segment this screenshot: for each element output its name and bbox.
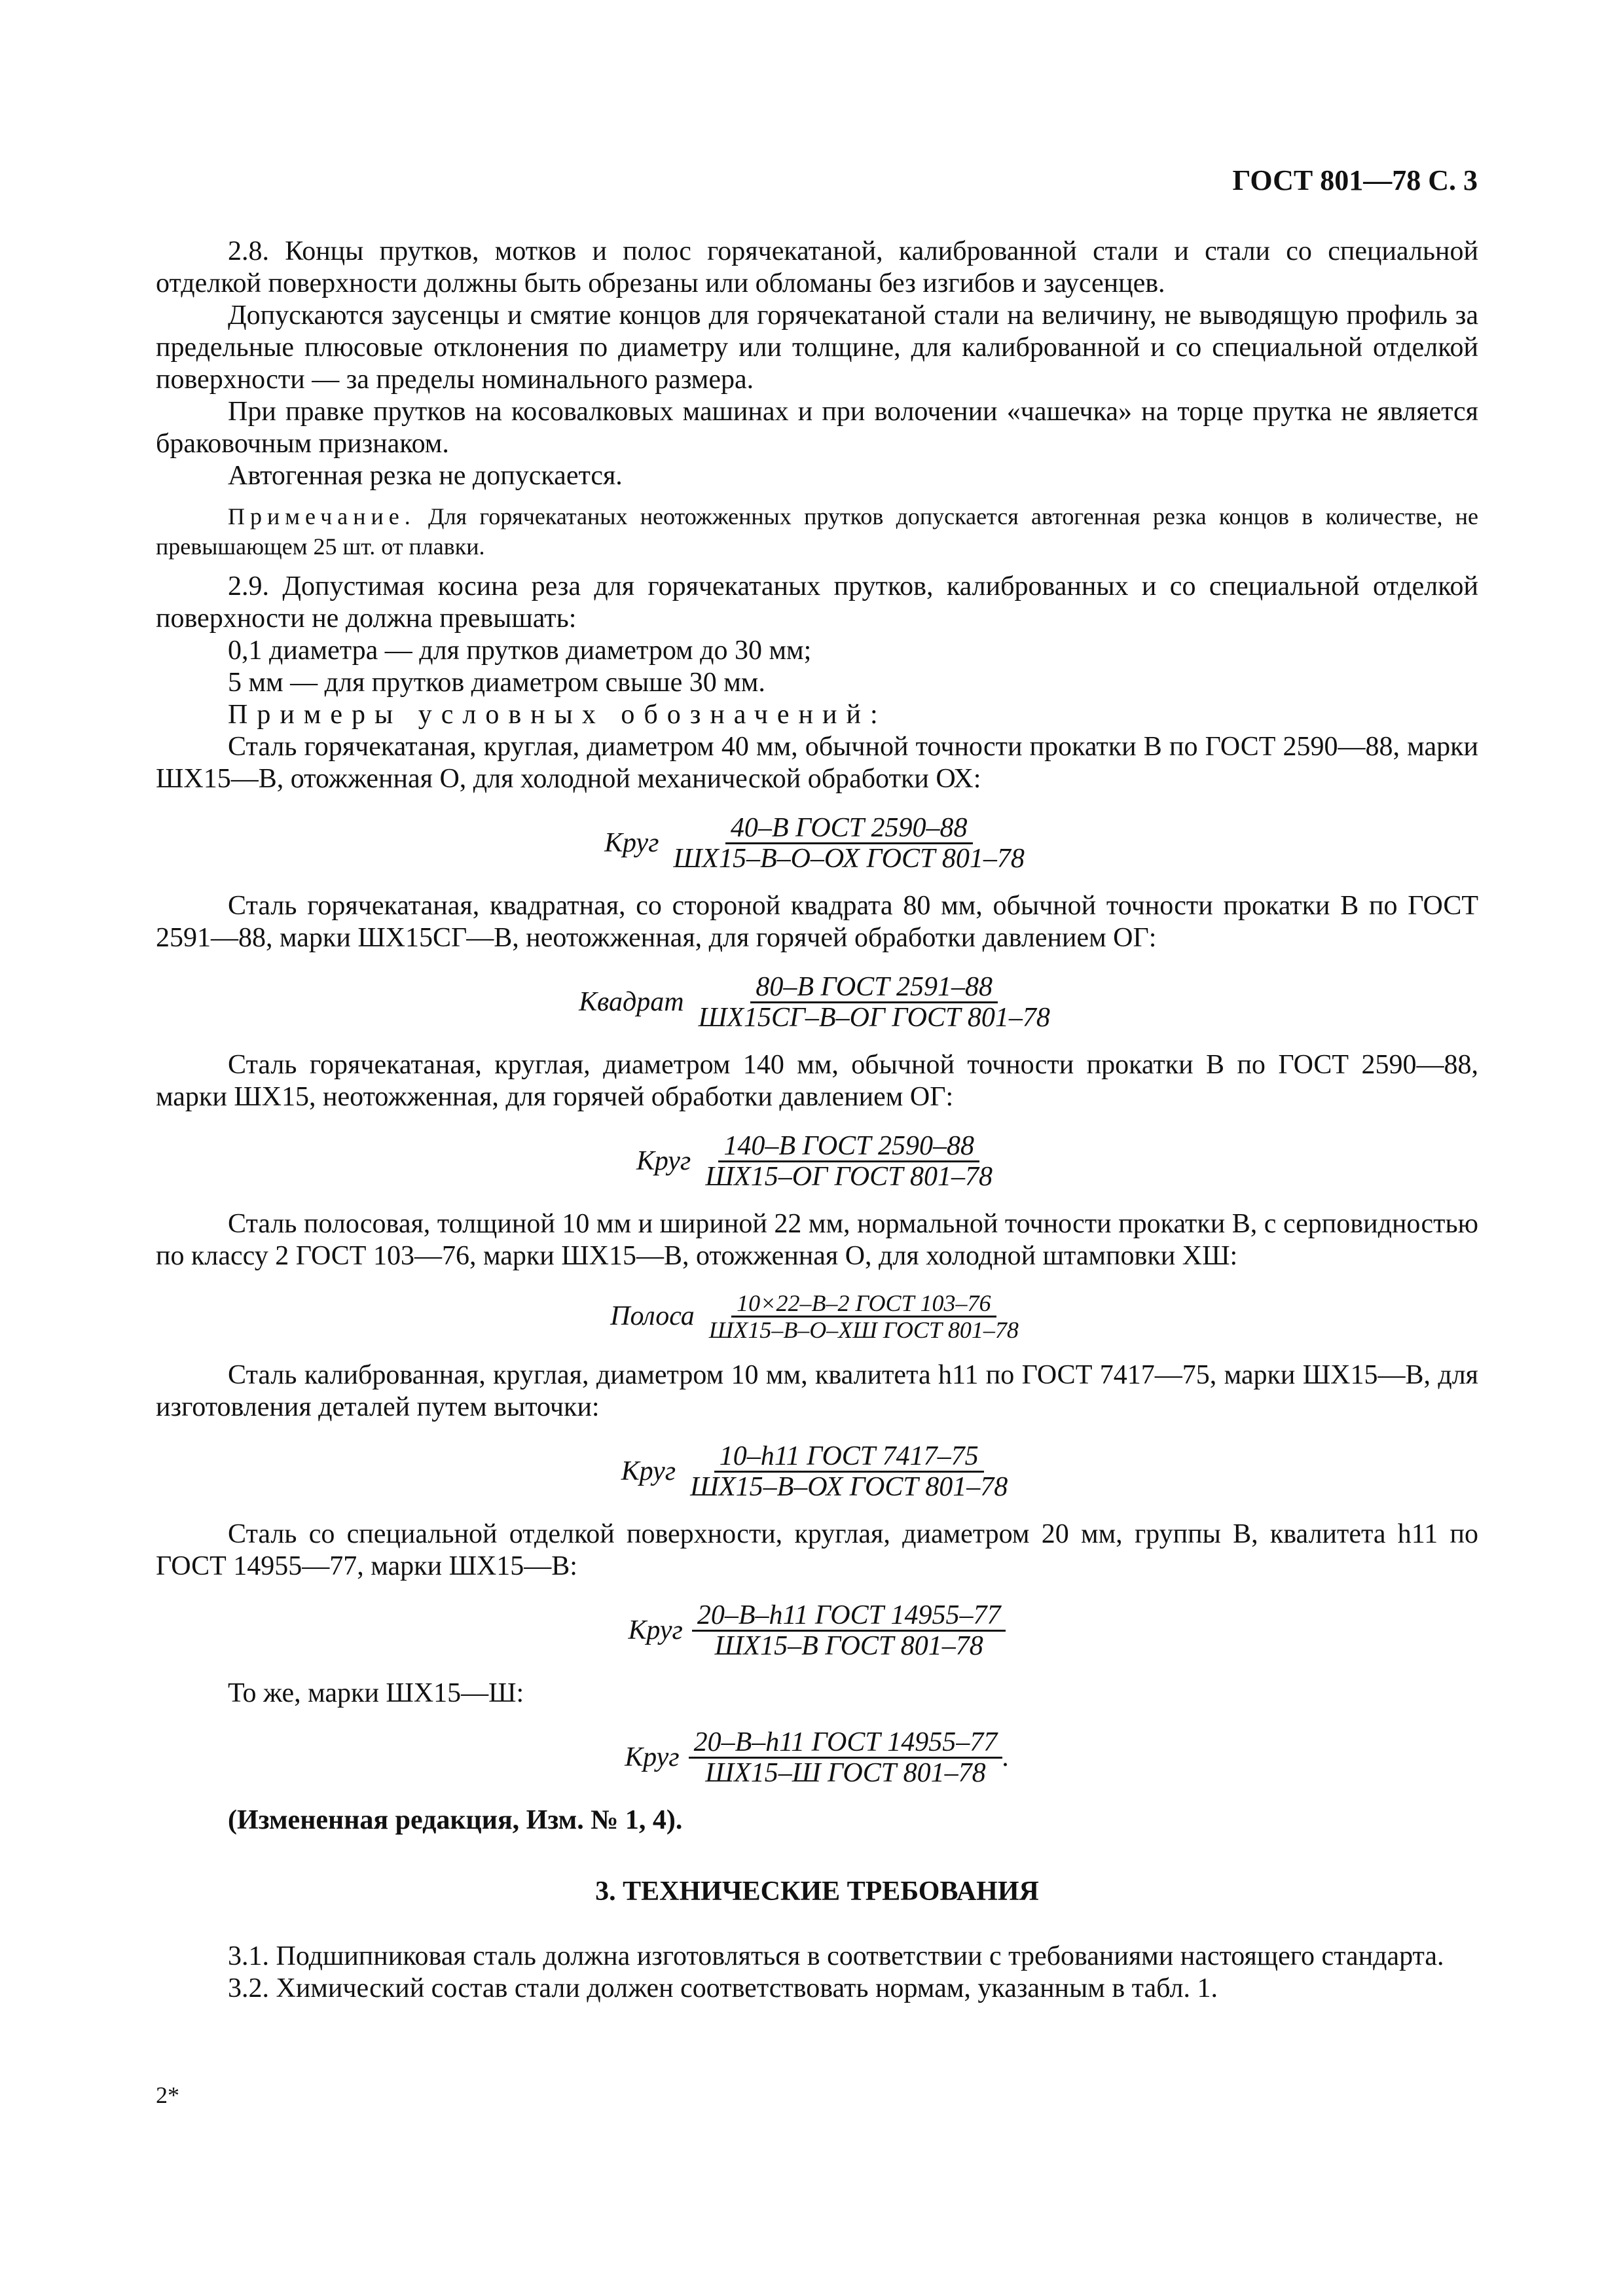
- footer-mark: 2*: [156, 2082, 179, 2108]
- example-text: Сталь со специальной отделкой поверхности, круглая, диаметром 20 мм, группы В, квалитета h11 по ГОСТ 14955—77, марки ШХ15—В:: [156, 1519, 1478, 1581]
- formula-lead: Круг: [621, 1456, 676, 1486]
- formula-lead: Круг: [625, 1742, 680, 1772]
- formula-numerator: 80–В ГОСТ 2591–88: [750, 973, 998, 1003]
- examples-title-text: Примеры условных обозначений:: [228, 700, 887, 730]
- designation-formula: [156, 1601, 1478, 1660]
- formula-numerator: 140–В ГОСТ 2590–88: [718, 1132, 979, 1162]
- clause-2-9: 2.9. Допустимая косина реза для горячекатаных прутков, калиброванных и со специальной отделкой поверхности не должна превышать:: [156, 571, 1478, 634]
- formula-denominator: ШХ15–В–О–ХШ ГОСТ 801–78: [708, 1317, 1019, 1343]
- example-text: Сталь горячекатаная, круглая, диаметром 40 мм, обычной точности прокатки В по ГОСТ 2590—88, марки ШХ15—В, отожженная О, для холодной механической обработки ОХ:: [156, 732, 1478, 794]
- formula-lead: Круг: [604, 828, 659, 858]
- formula-fraction: [693, 973, 1055, 1032]
- section-title: 3. ТЕХНИЧЕСКИЕ ТРЕБОВАНИЯ: [595, 1876, 1039, 1907]
- formula-fraction: [685, 1442, 1013, 1501]
- formula-fraction: [668, 814, 1029, 873]
- paragraph-cup: При правке прутков на косовалковых машинах и при волочении «чашечка» на торце прутка не является браковочным признаком.: [156, 397, 1478, 459]
- formula-fraction: [704, 1291, 1024, 1342]
- page-content: [156, 236, 1478, 2005]
- formula-denominator: ШХ15–В–О–ОХ ГОСТ 801–78: [673, 844, 1025, 874]
- formula-tail: .: [1002, 1742, 1010, 1772]
- examples-title: [156, 699, 1478, 731]
- note-text: Для горячекатаных неотожженных прутков допускается автогенная резка концов в количестве, не превышающем 25 шт. от плавки.: [156, 503, 1478, 560]
- formula-fraction: [700, 1132, 998, 1191]
- formula-denominator: ШХ15СГ–В–ОГ ГОСТ 801–78: [698, 1003, 1050, 1033]
- clause-2-8: 2.8. Концы прутков, мотков и полос горячекатаной, калиброванной стали и стали со специальной отделкой поверхности должны быть обрезаны или обломаны без изгибов и заусенцев.: [156, 236, 1478, 298]
- clause-2-9-item-b: 5 мм — для прутков диаметром свыше 30 мм.: [228, 668, 765, 698]
- formula-lead: Полоса: [610, 1301, 695, 1331]
- clause-3-1: 3.1. Подшипниковая сталь должна изготовляться в соответствии с требованиями настоящего стандарта.: [228, 1941, 1444, 1971]
- example-text: То же, марки ШХ15—Ш:: [228, 1678, 524, 1708]
- formula-lead: Круг: [636, 1146, 691, 1176]
- revision-note: (Измененная редакция, Изм. № 1, 4).: [228, 1805, 683, 1835]
- note: [156, 501, 1478, 562]
- designation-formula: [156, 1442, 1478, 1501]
- designation-formula: [156, 1728, 1478, 1787]
- note-label: Примечание.: [228, 503, 416, 529]
- designation-formula: [156, 814, 1478, 873]
- example-text: Сталь горячекатаная, квадратная, со стороной квадрата 80 мм, обычной точности прокатки В по ГОСТ 2591—88, марки ШХ15СГ—В, неотожженная, для горячей обработки давлением ОГ:: [156, 891, 1478, 953]
- paragraph-autogen: Автогенная резка не допускается.: [228, 461, 623, 491]
- example-text: Сталь калиброванная, круглая, диаметром 10 мм, квалитета h11 по ГОСТ 7417—75, марки ШХ15—В, для изготовления деталей путем выточки:: [156, 1360, 1478, 1422]
- formula-denominator: ШХ15–ОГ ГОСТ 801–78: [705, 1162, 993, 1192]
- formula-denominator: ШХ15–В–ОХ ГОСТ 801–78: [690, 1472, 1008, 1502]
- page-header: ГОСТ 801—78 С. 3: [1232, 164, 1478, 196]
- designation-formula: [156, 1132, 1478, 1191]
- formula-denominator: ШХ15–Ш ГОСТ 801–78: [705, 1758, 986, 1788]
- clause-2-9-item-a: 0,1 диаметра — для прутков диаметром до 30 мм;: [228, 636, 812, 666]
- formula-denominator: ШХ15–В ГОСТ 801–78: [714, 1631, 983, 1661]
- example-text: Сталь горячекатаная, круглая, диаметром 140 мм, обычной точности прокатки В по ГОСТ 2590—88, марки ШХ15, неотожженная, для горячей обработки давлением ОГ:: [156, 1050, 1478, 1112]
- designation-formula: [156, 973, 1478, 1032]
- formula-fraction: [689, 1728, 1003, 1787]
- designation-formula: [156, 1291, 1478, 1342]
- example-text: Сталь полосовая, толщиной 10 мм и шириной 22 мм, нормальной точности прокатки В, с серповидностью по классу 2 ГОСТ 103—76, марки ШХ15—В, отожженная О, для холодной штамповки ХШ:: [156, 1209, 1478, 1271]
- formula-numerator: 20–В–h11 ГОСТ 14955–77: [689, 1728, 1003, 1759]
- clause-3-2: 3.2. Химический состав стали должен соответствовать нормам, указанным в табл. 1.: [228, 1973, 1218, 2003]
- paragraph-burrs: Допускаются заусенцы и смятие концов для горячекатаной стали на величину, не выводящую профиль за предельные плюсовые отклонения по диаметру или толщине, для калиброванной и со специальной отделкой поверхности — за пределы номинального размера.: [156, 300, 1478, 395]
- formula-numerator: 10×22–В–2 ГОСТ 103–76: [731, 1291, 996, 1318]
- formula-numerator: 40–В ГОСТ 2590–88: [725, 814, 973, 844]
- formula-numerator: 10–h11 ГОСТ 7417–75: [714, 1442, 984, 1473]
- formula-lead: Квадрат: [579, 987, 684, 1017]
- formula-numerator: 20–В–h11 ГОСТ 14955–77: [692, 1601, 1006, 1632]
- formula-fraction: [692, 1601, 1006, 1660]
- formula-lead: Круг: [628, 1615, 683, 1645]
